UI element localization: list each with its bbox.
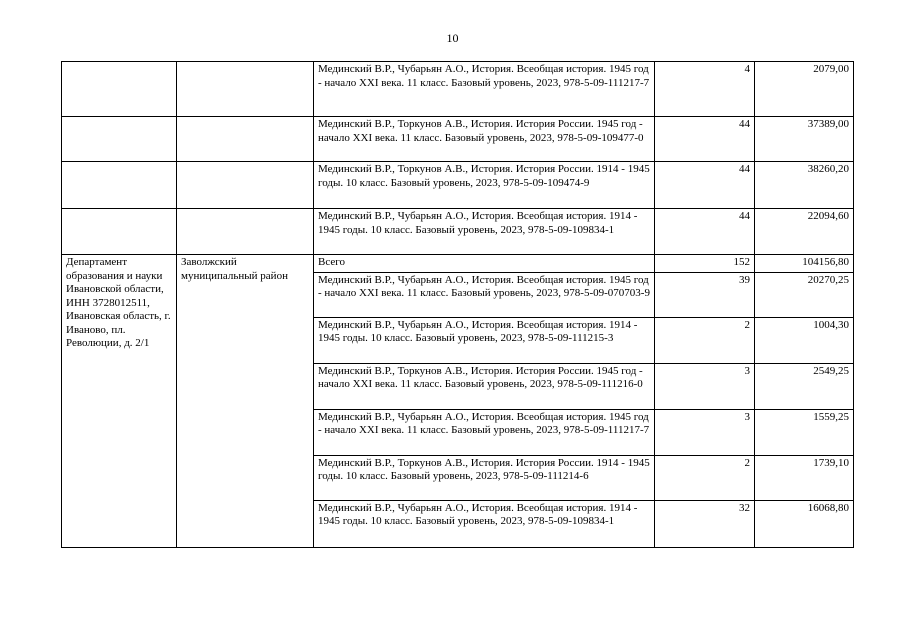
qty-cell: 39 [655,272,755,317]
sum-cell: 20270,25 [755,272,854,317]
sum-cell: 37389,00 [755,117,854,162]
title-cell: Мединский В.Р., Торкунов А.В., История. История России. 1945 год - начало XXI века. 11 класс. Базовый уровень, 2023, 978-5-09-109477-0 [314,117,655,162]
sum-cell: 22094,60 [755,209,854,255]
district-cell: Заволжский муниципальный район [177,255,314,548]
title-cell: Мединский В.Р., Чубарьян А.О., История. Всеобщая история. 1914 - 1945 годы. 10 класс. Базовый уровень, 2023, 978-5-09-109834-1 [314,500,655,547]
title-cell: Мединский В.Р., Чубарьян А.О., История. Всеобщая история. 1945 год - начало XXI века. 11 класс. Базовый уровень, 2023, 978-5-09-111217-7 [314,62,655,117]
sum-cell: 104156,80 [755,255,854,273]
org-cell [62,62,177,117]
qty-cell: 3 [655,363,755,409]
title-cell: Мединский В.Р., Чубарьян А.О., История. Всеобщая история. 1914 - 1945 годы. 10 класс. Базовый уровень, 2023, 978-5-09-111215-3 [314,317,655,363]
qty-cell: 3 [655,409,755,455]
qty-cell: 2 [655,317,755,363]
sum-cell: 2079,00 [755,62,854,117]
title-cell: Всего [314,255,655,273]
title-cell: Мединский В.Р., Торкунов А.В., История. История России. 1945 год - начало XXI века. 11 класс. Базовый уровень, 2023, 978-5-09-111216-0 [314,363,655,409]
title-cell: Мединский В.Р., Чубарьян А.О., История. Всеобщая история. 1914 - 1945 годы. 10 класс. Базовый уровень, 2023, 978-5-09-109834-1 [314,209,655,255]
table-row [62,62,854,117]
sum-cell: 16068,80 [755,500,854,547]
table-row [62,162,854,209]
page-number: 10 [446,31,459,45]
table-row-total [62,255,854,273]
qty-cell: 44 [655,162,755,209]
qty-cell: 152 [655,255,755,273]
sum-cell: 38260,20 [755,162,854,209]
sum-cell: 1739,10 [755,455,854,500]
title-cell: Мединский В.Р., Чубарьян А.О., История. Всеобщая история. 1945 год - начало XXI века. 11 класс. Базовый уровень, 2023, 978-5-09-111217-7 [314,409,655,455]
table-row [62,117,854,162]
sum-cell: 1004,30 [755,317,854,363]
table-row [62,209,854,255]
sum-cell: 2549,25 [755,363,854,409]
allocation-table [61,61,854,548]
qty-cell: 4 [655,62,755,117]
qty-cell: 44 [655,209,755,255]
title-cell: Мединский В.Р., Торкунов А.В., История. История России. 1914 - 1945 годы. 10 класс. Базовый уровень, 2023, 978-5-09-109474-9 [314,162,655,209]
org-cell: Департамент образования и науки Ивановской области, ИНН 3728012511, Ивановская область, г. Иваново, пл. Революции, д. 2/1 [62,255,177,548]
title-cell: Мединский В.Р., Чубарьян А.О., История. Всеобщая история. 1945 год - начало XXI века. 11 класс. Базовый уровень, 2023, 978-5-09-070703-9 [314,272,655,317]
qty-cell: 32 [655,500,755,547]
qty-cell: 44 [655,117,755,162]
title-cell: Мединский В.Р., Торкунов А.В., История. История России. 1914 - 1945 годы. 10 класс. Базовый уровень, 2023, 978-5-09-111214-6 [314,455,655,500]
qty-cell: 2 [655,455,755,500]
district-cell [177,62,314,117]
sum-cell: 1559,25 [755,409,854,455]
